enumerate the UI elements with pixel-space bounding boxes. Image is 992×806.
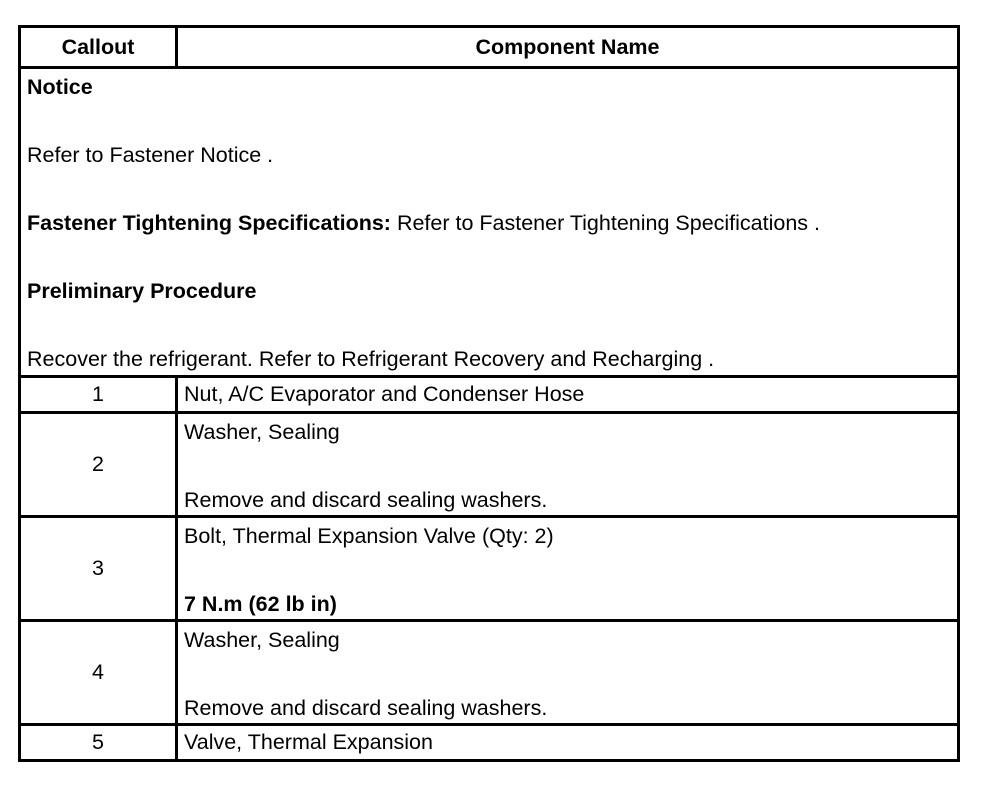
component-name-cell — [177, 517, 959, 621]
callout-header: Callout — [20, 27, 177, 68]
component-name-header: Component Name — [177, 27, 959, 68]
fastener-notice-text: Refer to Fastener Notice . — [27, 143, 274, 167]
notice-title: Notice — [27, 75, 93, 99]
notice-cell — [20, 68, 959, 377]
callout-cell: 4 — [20, 621, 177, 725]
component-table — [18, 25, 960, 762]
torque-spec: 7 N.m (62 lb in) — [184, 592, 337, 616]
component-note: Remove and discard sealing washers. — [184, 696, 548, 720]
tightening-spec-line — [27, 211, 951, 235]
component-name-cell — [177, 413, 959, 517]
table-row — [20, 621, 959, 725]
table-row — [20, 377, 959, 413]
notice-row — [20, 68, 959, 377]
callout-cell: 3 — [20, 517, 177, 621]
component-name: Washer, Sealing — [184, 420, 340, 444]
tightening-spec-label: Fastener Tightening Specifications: — [27, 211, 391, 235]
header-row — [20, 27, 959, 68]
table-row — [20, 725, 959, 761]
callout-cell: 5 — [20, 725, 177, 761]
component-note: Remove and discard sealing washers. — [184, 488, 548, 512]
tightening-spec-text: Refer to Fastener Tightening Specifications . — [390, 211, 821, 235]
component-name-cell — [177, 621, 959, 725]
callout-cell: 1 — [20, 377, 177, 413]
component-name-cell: Nut, A/C Evaporator and Condenser Hose — [177, 377, 959, 413]
preliminary-procedure-text: Recover the refrigerant. Refer to Refrigerant Recovery and Recharging . — [27, 347, 715, 371]
preliminary-procedure-title: Preliminary Procedure — [27, 279, 257, 303]
table-row — [20, 517, 959, 621]
component-name: Washer, Sealing — [184, 628, 340, 652]
table-row — [20, 413, 959, 517]
component-name-cell: Valve, Thermal Expansion — [177, 725, 959, 761]
component-name: Bolt, Thermal Expansion Valve (Qty: 2) — [184, 524, 554, 548]
callout-cell: 2 — [20, 413, 177, 517]
